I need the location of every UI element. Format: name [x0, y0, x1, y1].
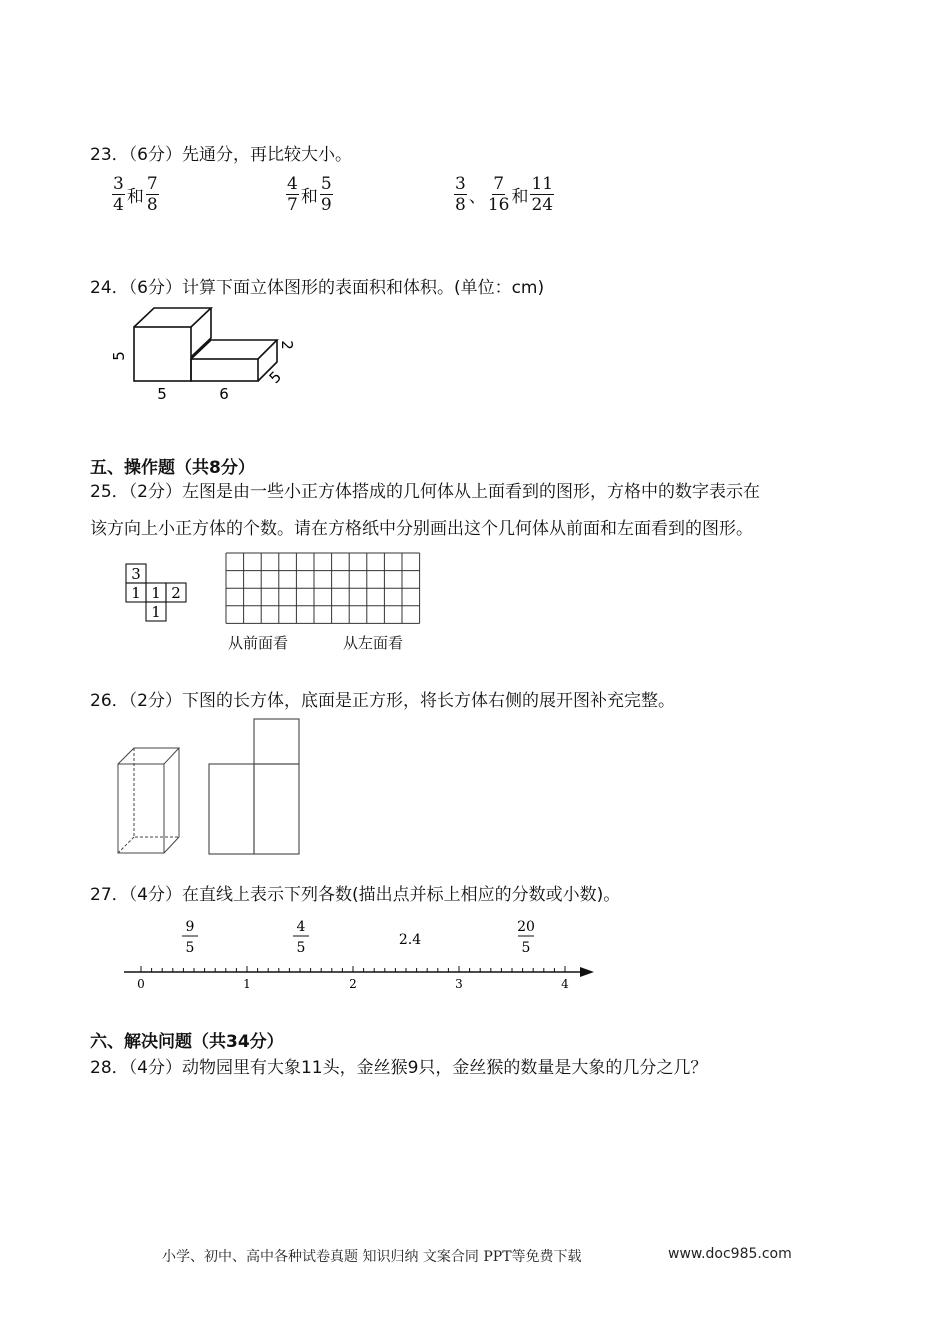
section-5-title: 五、操作题（共8分）: [90, 458, 255, 478]
tick-label: 0: [137, 977, 145, 991]
cell-left: 1: [131, 584, 141, 602]
tick-label: 4: [561, 977, 569, 991]
fraction: $\frac{3}{4}$: [113, 174, 124, 215]
solid-figure: [110, 300, 310, 405]
value-denominator: 5: [185, 940, 195, 956]
q23-title: 23．（6分）先通分，再比较大小。: [90, 145, 352, 165]
value-decimal: 2.4: [398, 932, 422, 948]
cube-front-face: [134, 327, 191, 381]
top-view-figure: [124, 562, 190, 624]
q25-line-1: 25．（2分）左图是由一些小正方体搭成的几何体从上面看到的图形，方格中的数字表示在: [90, 482, 760, 502]
q27-title: 27．（4分）在直线上表示下列各数(描出点并标上相应的分数或小数)。: [90, 885, 621, 905]
section-6-title: 六、解决问题（共34分）: [90, 1032, 284, 1052]
q28-title: 28．（4分）动物园里有大象11头，金丝猴9只，金丝猴的数量是大象的几分之几？: [90, 1058, 708, 1078]
cell-top: 3: [131, 565, 141, 583]
and-text: 和: [126, 187, 144, 207]
number-line-figure: [118, 912, 602, 994]
caption-left-view: 从左面看: [343, 634, 404, 652]
and-text: 和: [511, 187, 529, 207]
cell-mid: 1: [151, 584, 161, 602]
q23-pair-2: [286, 174, 333, 215]
value-denominator: 5: [521, 940, 531, 956]
grid-paper: [224, 550, 424, 630]
value-numerator: 4: [296, 919, 306, 935]
q24-title: 24．（6分）计算下面立体图形的表面积和体积。(单位：cm): [90, 278, 545, 298]
cell-right: 2: [171, 584, 181, 602]
fraction: $\frac{11}{24}$: [531, 174, 554, 215]
value-numerator: 20: [517, 919, 535, 935]
label-right-length: 6: [219, 385, 229, 403]
cell-bottom: 1: [151, 603, 161, 621]
label-left-height: 5: [110, 351, 128, 361]
q25-line-2: 该方向上小正方体的个数。请在方格纸中分别画出这个几何体从前面和左面看到的图形。: [90, 519, 753, 539]
value-numerator: 9: [185, 919, 195, 935]
label-right-height: 2: [278, 340, 296, 350]
footer-url[interactable]: www.doc985.com: [668, 1246, 792, 1262]
cuboid-figure: [112, 742, 187, 858]
fraction: $\frac{4}{7}$: [287, 174, 298, 215]
fraction: $\frac{5}{9}$: [320, 174, 332, 215]
block-front-face: [191, 359, 258, 381]
q23-pair-3: [454, 174, 554, 215]
q23-pair-1: [112, 174, 159, 215]
and-text: 和: [300, 187, 318, 207]
q26-title: 26．（2分）下图的长方体，底面是正方形，将长方体右侧的展开图补充完整。: [90, 691, 675, 711]
tick-label: 2: [349, 977, 357, 991]
tick-label: 1: [243, 977, 251, 991]
caption-front-view: 从前面看: [228, 634, 289, 652]
label-left-width: 5: [157, 385, 167, 403]
net-figure: [206, 716, 304, 858]
footer-text: 小学、初中、高中各种试卷真题 知识归纳 文案合同 PPT等免费下载: [162, 1249, 582, 1265]
tick-label: 3: [455, 977, 463, 991]
arrow-head-icon: [580, 967, 594, 977]
block-top-face: [191, 340, 277, 359]
label-right-depth: 5: [265, 367, 286, 388]
fraction: $\frac{7}{8}$: [146, 174, 158, 215]
separator-text: 、: [468, 187, 486, 207]
fraction: $\frac{3}{8}$: [455, 174, 466, 215]
fraction: $\frac{7}{16}$: [487, 174, 510, 215]
value-denominator: 5: [296, 940, 306, 956]
cube-top-face: [134, 308, 211, 327]
